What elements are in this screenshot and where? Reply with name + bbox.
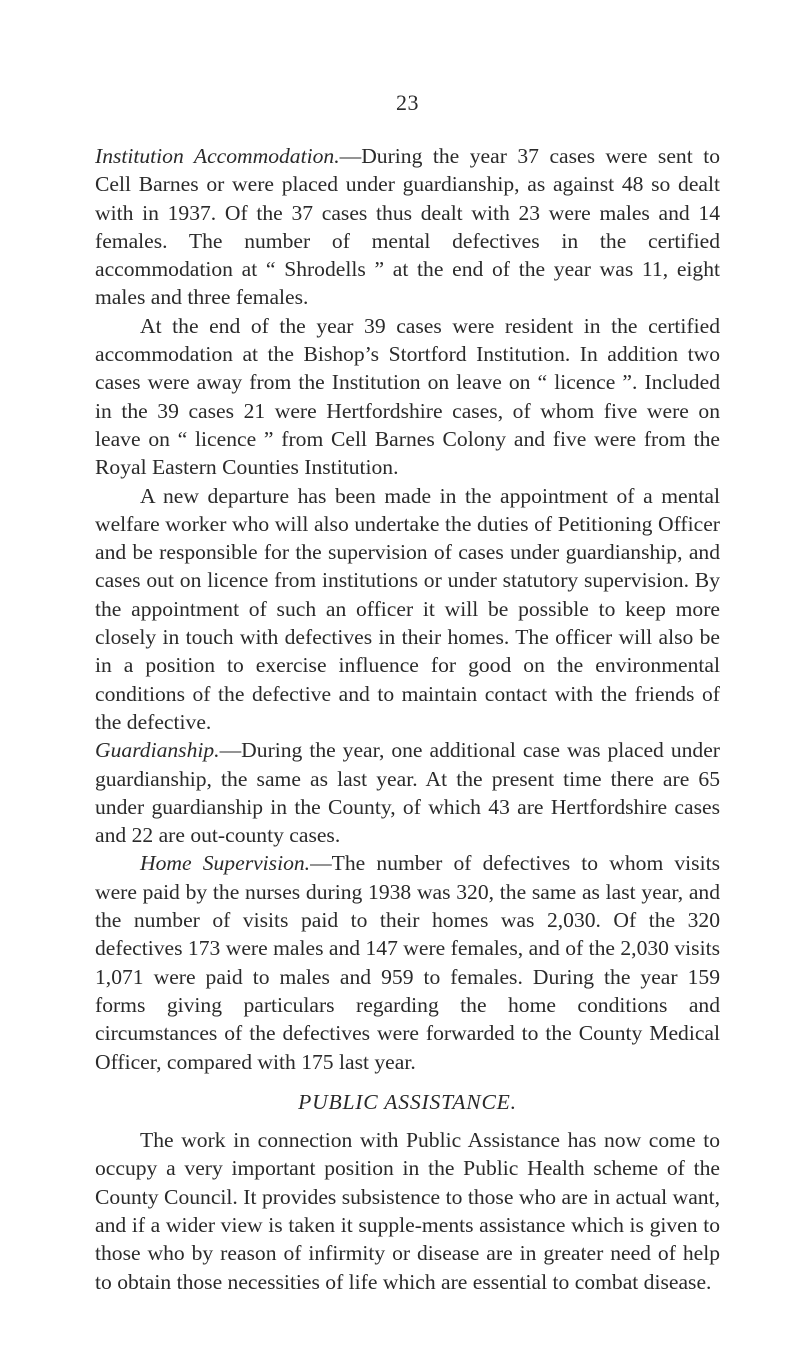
public-assistance-title: PUBLIC ASSISTANCE. [298,1089,517,1114]
institution-paragraph-3: A new departure has been made in the appointment of a mental welfare worker who will also undertake the duties of Petitioning Officer and be responsible for the supervision of cases under guardianship, and cases out on licence from institutions or under statutory supervision. By the appointment of such an officer it will be possible to keep more closely in touch with defectives in their homes. The officer will also be in a position to exercise influence for good on the environmental conditions of the defective and to maintain contact with the friends of the defective. [95,483,720,734]
institution-paragraph-1 [95,142,720,312]
public-assistance-paragraph: The work in connection with Public Assistance has now come to occupy a very important position in the Public Health scheme of the County Council. It provides subsistence to those who are in actual want, and if a wider view is taken it supple-ments assistance which is given to those who by reason of infirmity or disease are in greater need of help to obtain those necessities of life which are essential to combat disease. [95,1128,720,1294]
page-number: 23 [396,90,419,115]
home-supervision-heading: Home Supervision. [140,851,311,876]
guardianship-heading: Guardianship. [95,738,220,763]
institution-heading: Institution Accommodation. [95,144,340,168]
home-supervision-text: —The number of defectives to whom visits were paid by the nurses during 1938 was 320, the same as last year, and the number of visits paid to their homes was 2,030. Of the 320 defectives 173 were males and 147 were females, and of the 2,030 visits 1,071 were paid to males and 959 to females. During the year 159 forms giving particulars regarding the home conditions and circumstances of the defectives were forwarded to the County Medical Officer, compared with 175 last year. [95,851,720,1074]
home-supervision-paragraph [95,849,720,1075]
institution-text-1: —During the year 37 cases were sent to Cell Barnes or were placed under guardianship, as against 48 so dealt with in 1937. Of the 37 cases thus dealt with 23 were males and 14 females. The number of mental defectives in the certified accommodation at “ Shrodells ” at the end of the year was 11, eight males and three females. [95,144,720,310]
document-page [95,90,720,1296]
institution-paragraph-2: At the end of the year 39 cases were resident in the certified accommodation at the Bishop’s Stortford Institution. In addition two cases were away from the Institution on leave on “ licence ”. Included in the 39 cases 21 were Hertfordshire cases, of whom five were on leave on “ licence ” from Cell Barnes Colony and five were from the Royal Eastern Counties Institution. [95,313,720,480]
guardianship-text: —During the year, one additional case was placed under guardianship, the same as last year. At the present time there are 65 under guardianship in the County, of which 43 are Hertfordshire cases and 22 are out-county cases. [95,738,720,848]
guardianship-paragraph [95,736,720,849]
